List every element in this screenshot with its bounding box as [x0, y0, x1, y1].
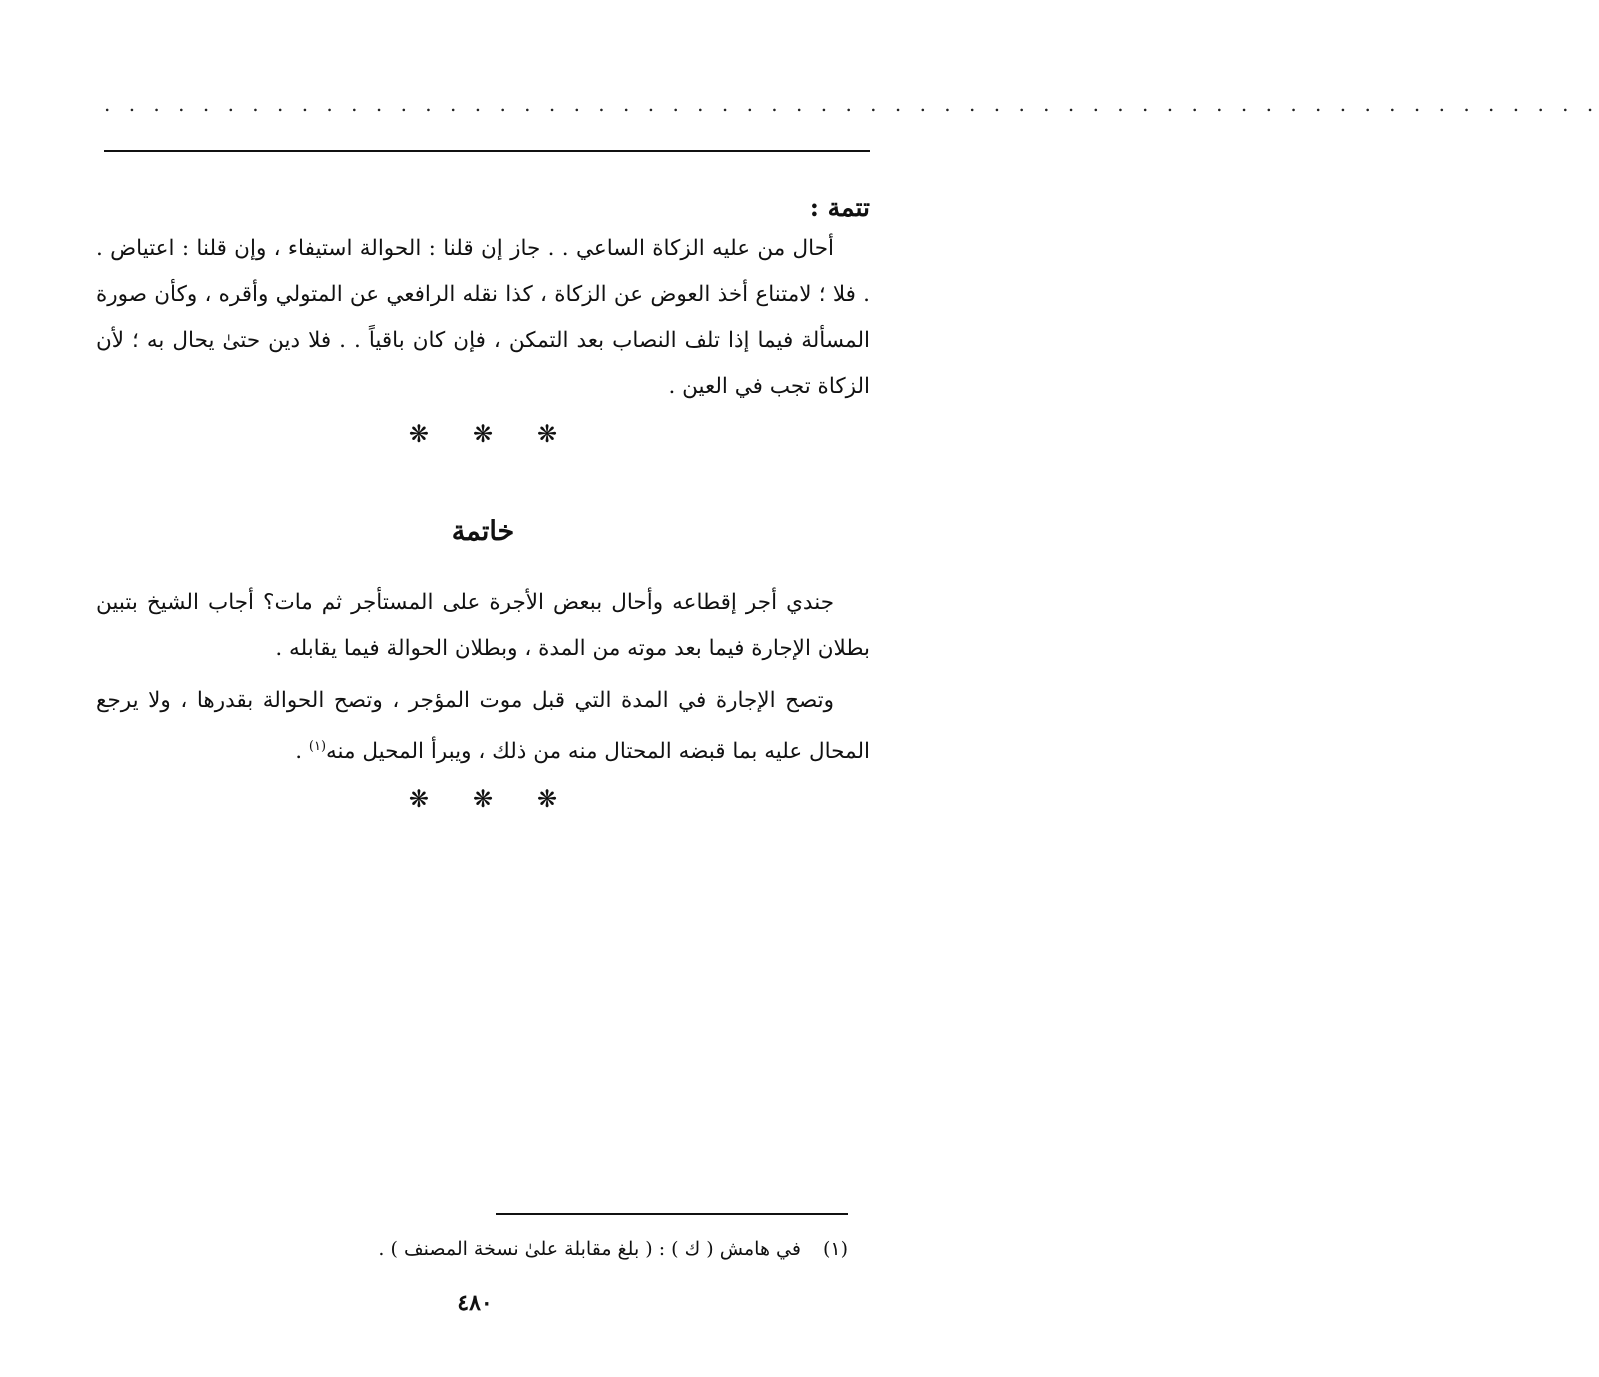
- text-line: دين حتىٰ يحال به ؛ لأن الزكاة تجب في العين .: [96, 328, 870, 399]
- section-title-khatima: خاتمة: [451, 516, 515, 547]
- text-line: بتبين بطلان الإجارة فيما بعد موته من المدة ، وبطلان الحوالة فيما يقابله .: [96, 590, 870, 661]
- section2-paragraph-1: [96, 580, 870, 672]
- star-icon: ❋: [408, 785, 429, 814]
- section-title-tatimma: تتمة :: [809, 193, 870, 222]
- text-line: وأقره ، وكأن صورة المسألة فيما إذا تلف النصاب بعد التمكن ، فإن كان باقياً . . فلا: [96, 282, 870, 353]
- text-line-end: .: [295, 739, 309, 765]
- footnote-rule: [496, 1213, 848, 1215]
- star-icon: ❋: [472, 420, 494, 448]
- text-line: أحال من عليه الزكاة الساعي . . جاز إن قلنا : الحوالة استيفاء ، وإن قلنا :: [181, 236, 834, 261]
- star-icon: ❋: [472, 785, 494, 814]
- text-line: ولا يرجع المحال عليه بما قبضه المحتال منه من ذلك ، ويبرأ المحيل منه: [96, 688, 870, 765]
- footnote-number: (١): [822, 1238, 848, 1260]
- star-separator: [96, 785, 870, 813]
- footnote-reference[interactable]: (١): [308, 739, 327, 754]
- text-line: اعتياض . . فلا ؛ لامتناع أخذ العوض عن الزكاة ، كذا نقله الرافعي عن المتولي: [96, 236, 870, 307]
- star-icon: ❋: [537, 420, 558, 448]
- main-content: [96, 190, 870, 813]
- top-rule: [104, 150, 870, 152]
- footnote-text: في هامش ( ك ) : ( بلغ مقابلة علىٰ نسخة المصنف ) .: [378, 1238, 801, 1260]
- text-line: جندي أجر إقطاعه وأحال ببعض الأجرة على المستأجر ثم مات؟ أجاب الشيخ: [146, 590, 834, 615]
- star-separator: [96, 420, 870, 448]
- section1-paragraph: [96, 226, 870, 410]
- dotted-separator: . . . . . . . . . . . . . . . . . . . . . . . . . . . . . . . . . . . . . . . . . . . . . . . . . . . . . . . . . . . . .: [104, 92, 1599, 116]
- page-number: ٤٨٠: [457, 1290, 493, 1316]
- section2-paragraph-2: [96, 678, 870, 775]
- star-icon: ❋: [408, 420, 429, 448]
- footnote: [300, 1234, 848, 1264]
- star-icon: ❋: [537, 785, 558, 814]
- text-line: وتصح الإجارة في المدة التي قبل موت المؤجر ، وتصح الحوالة بقدرها ،: [180, 688, 834, 713]
